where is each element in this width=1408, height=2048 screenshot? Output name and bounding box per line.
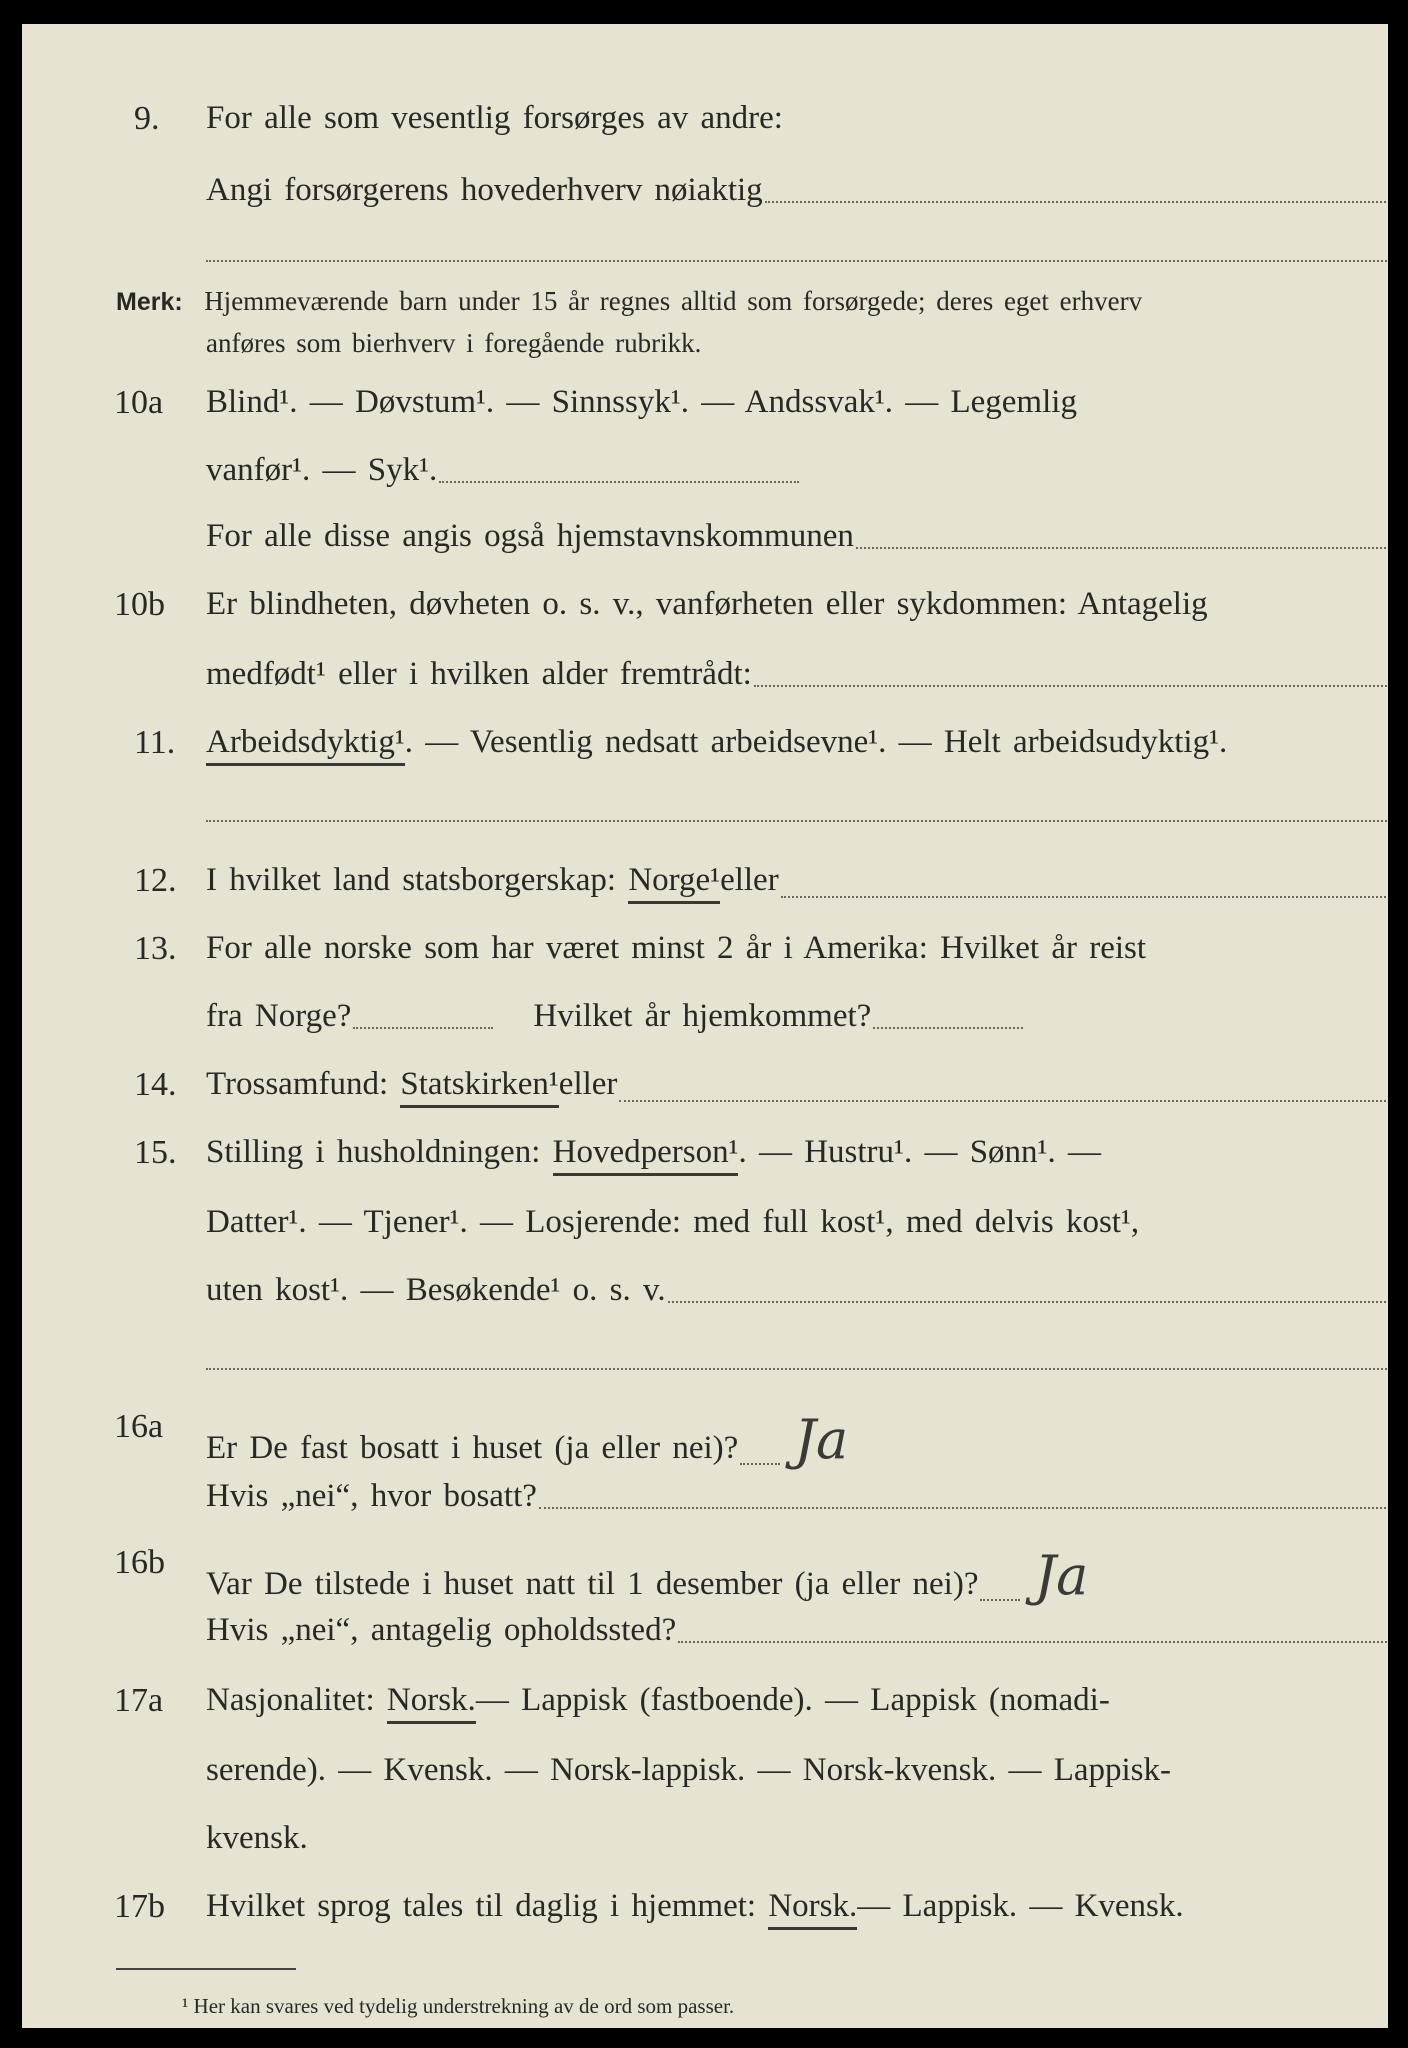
underlined-norsk-sprog: Norsk. xyxy=(768,1888,857,1930)
handwritten-answer-ja: Ja xyxy=(794,1408,849,1471)
q17b-text: Hvilket sprog tales til daglig i hjemmet: xyxy=(206,1888,757,1924)
q17a-options: — Lappisk (fastboende). — Lappisk (nomadi- xyxy=(475,1682,1110,1718)
underlined-statskirken: Statskirken¹ xyxy=(400,1066,558,1108)
q17b-line xyxy=(206,1888,1388,1930)
item-number-16a: 16a xyxy=(114,1408,164,1445)
item-number-9: 9. xyxy=(134,100,160,137)
item-number-16b: 16b xyxy=(114,1544,165,1581)
underlined-norge: Norge¹ xyxy=(628,862,720,904)
q17a-text-3: kvensk. xyxy=(206,1820,308,1856)
item-number-11: 11. xyxy=(134,724,176,761)
q9-line1 xyxy=(206,100,1388,137)
q12-eller: eller xyxy=(720,862,779,898)
answer-field-opholdssted[interactable] xyxy=(678,1640,1388,1643)
q15-line1 xyxy=(206,1134,1388,1176)
q15-line3 xyxy=(206,1272,1388,1309)
q10a-line3 xyxy=(206,518,1388,555)
q16a-line2 xyxy=(206,1478,1388,1515)
merk-text-2: anføres som bierhverv i foregående rubrikk. xyxy=(206,328,702,358)
answer-field-hjemstavn[interactable] xyxy=(856,546,1388,549)
q13-line1 xyxy=(206,930,1388,967)
q10b-text: Er blindheten, døvheten o. s. v., vanførheten eller sykdommen: Antagelig xyxy=(206,586,1208,622)
item-number-17b: 17b xyxy=(114,1888,165,1925)
q10b-text-2: medfødt¹ eller i hvilken alder fremtrådt: xyxy=(206,656,752,692)
answer-field-q15[interactable] xyxy=(668,1300,1388,1303)
answer-field-bosatt[interactable] xyxy=(539,1506,1388,1509)
answer-field-q16a[interactable] xyxy=(740,1462,780,1465)
q12-line xyxy=(206,862,1388,904)
q9-text: For alle som vesentlig forsørges av andre: xyxy=(206,100,783,136)
q16a-line1 xyxy=(206,1408,1388,1471)
q16b-line1 xyxy=(206,1544,1388,1607)
q17a-text-2: serende). — Kvensk. — Norsk-lappisk. — Norsk-kvensk. — Lappisk- xyxy=(206,1752,1172,1788)
q10b-line2 xyxy=(206,656,1388,693)
q17b-options: — Lappisk. — Kvensk. xyxy=(857,1888,1184,1924)
q14-text: Trossamfund: xyxy=(206,1066,389,1102)
answer-field-q10a[interactable] xyxy=(439,480,799,483)
q15-line2 xyxy=(206,1204,1388,1241)
merk-label: Merk: xyxy=(116,288,183,316)
q17a-line2 xyxy=(206,1752,1388,1789)
q10a-line1 xyxy=(206,384,1388,421)
underlined-hovedperson: Hovedperson¹ xyxy=(553,1134,739,1176)
q9-prompt: Angi forsørgerens hovederhverv nøiaktig xyxy=(206,172,763,208)
q13-text: For alle norske som har været minst 2 år i Amerika: Hvilket år reist xyxy=(206,930,1147,966)
handwritten-answer-ja: Ja xyxy=(1034,1544,1089,1607)
item-number-12: 12. xyxy=(134,862,177,899)
q16b-text: Var De tilstede i huset natt til 1 desember (ja eller nei)? xyxy=(206,1566,979,1602)
q13-line2 xyxy=(206,998,1388,1035)
q15-options: . — Hustru¹. — Sønn¹. — xyxy=(738,1134,1101,1170)
q17a-line3 xyxy=(206,1820,1388,1857)
q17a-line1 xyxy=(206,1682,1388,1724)
q11-line xyxy=(206,724,1388,766)
answer-field-q10b[interactable] xyxy=(754,684,1388,687)
q10b-line1 xyxy=(206,586,1388,623)
q17a-text: Nasjonalitet: xyxy=(206,1682,375,1718)
q16b-line2 xyxy=(206,1612,1388,1649)
item-number-13: 13. xyxy=(134,930,177,967)
q13-reist: fra Norge? xyxy=(206,998,352,1034)
item-number-14: 14. xyxy=(134,1066,177,1103)
merk-line1 xyxy=(116,286,1388,317)
q16a-text-2: Hvis „nei“, hvor bosatt? xyxy=(206,1478,537,1514)
footnote: ¹ Her kan svares ved tydelig understrekning av de ord som passer. xyxy=(182,1994,735,2018)
q12-text: I hvilket land statsborgerskap: xyxy=(206,862,617,898)
q15-text: Stilling i husholdningen: xyxy=(206,1134,541,1170)
q15-text-2: Datter¹. — Tjener¹. — Losjerende: med full kost¹, med delvis kost¹, xyxy=(206,1204,1140,1240)
q13-hjemkommet: Hvilket år hjemkommet? xyxy=(533,998,872,1034)
answer-field-q14[interactable] xyxy=(619,1099,1388,1102)
q14-line xyxy=(206,1066,1388,1108)
item-number-10a: 10a xyxy=(114,384,164,421)
underlined-arbeidsdyktig: Arbeidsdyktig¹ xyxy=(206,724,405,766)
answer-field-q11[interactable] xyxy=(206,820,1388,822)
item-number-15: 15. xyxy=(134,1134,177,1171)
q9-line2 xyxy=(206,172,1388,209)
q16a-text: Er De fast bosatt i huset (ja eller nei)? xyxy=(206,1430,739,1466)
footnote-divider xyxy=(116,1968,296,1970)
answer-field-q9[interactable] xyxy=(765,200,1388,203)
census-form-page xyxy=(22,24,1388,2028)
answer-field-q12[interactable] xyxy=(781,895,1388,898)
answer-field-q9-extra[interactable] xyxy=(206,260,1388,262)
answer-field-hjemkommet[interactable] xyxy=(873,1026,1023,1029)
answer-field-q16b[interactable] xyxy=(980,1598,1020,1601)
answer-field-reist[interactable] xyxy=(353,1026,493,1029)
q11-text: . — Vesentlig nedsatt arbeidsevne¹. — Helt arbeidsudyktig¹. xyxy=(404,724,1228,760)
underlined-norsk: Norsk. xyxy=(387,1682,476,1724)
merk-line2 xyxy=(206,328,1388,359)
q10a-text-3: For alle disse angis også hjemstavnskommunen xyxy=(206,518,854,554)
q10a-line2 xyxy=(206,452,1388,489)
q10a-text-2: vanfør¹. — Syk¹. xyxy=(206,452,438,488)
item-number-17a: 17a xyxy=(114,1682,164,1719)
answer-field-q15-extra[interactable] xyxy=(206,1368,1388,1370)
q10a-text: Blind¹. — Døvstum¹. — Sinnssyk¹. — Andssvak¹. — Legemlig xyxy=(206,384,1077,420)
q16b-text-2: Hvis „nei“, antagelig opholdssted? xyxy=(206,1612,677,1648)
q15-text-3: uten kost¹. — Besøkende¹ o. s. v. xyxy=(206,1272,666,1308)
q14-eller: eller xyxy=(558,1066,618,1102)
merk-text: Hjemmeværende barn under 15 år regnes alltid som forsørgede; deres eget erhverv xyxy=(204,286,1143,316)
item-number-10b: 10b xyxy=(114,586,165,623)
